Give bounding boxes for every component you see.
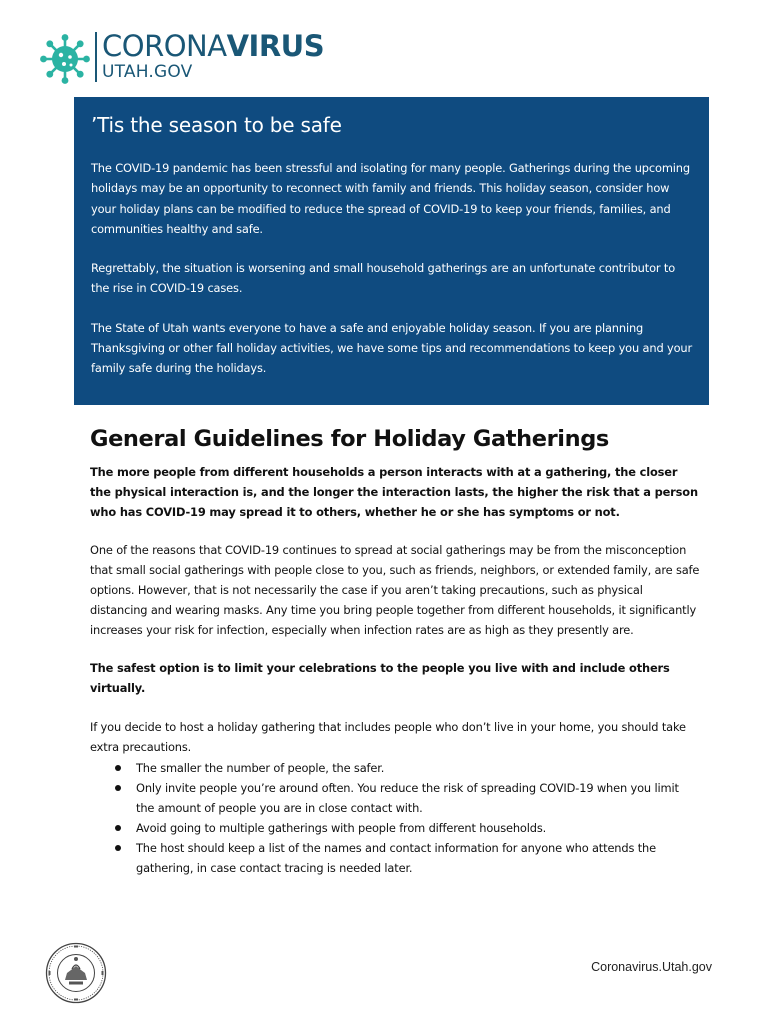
bullet-icon xyxy=(115,765,121,771)
list-item-text: Avoid going to multiple gatherings with people from different households. xyxy=(136,820,547,835)
list-item xyxy=(90,818,700,838)
host-intro: If you decide to host a holiday gathering that includes people who don’t live in your home, you should take extra precautions. xyxy=(90,719,686,754)
guidelines-title: General Guidelines for Holiday Gatherings xyxy=(90,426,609,452)
bullet-icon xyxy=(115,845,121,851)
footer-url: Coronavirus.Utah.gov xyxy=(591,960,712,974)
logo-word-corona: CORONA xyxy=(102,29,227,63)
bullet-icon xyxy=(115,785,121,791)
intro-paragraph-1: The COVID-19 pandemic has been stressful and isolating for many people. Gatherings during the upcoming holidays may be an opportunity to reconnect with family and friends. This holiday season, consider how your holiday plans can be modified to reduce the spread of COVID-19 to keep your friends, families, and communities healthy and safe. xyxy=(91,161,690,236)
logo-word-virus: VIRUS xyxy=(226,29,325,63)
list-item xyxy=(90,778,700,818)
guidelines-paragraph: One of the reasons that COVID-19 continues to spread at social gatherings may be from the misconception that small social gatherings with people close to you, such as friends, neighbors, or extended family, are safe options. However, that is not necessarily the case if you aren’t taking precautions, such as physical distancing and wearing masks. Any time you bring people together from different households, it significantly increases your risk for infection, especially when infection rates are as high as they presently are. xyxy=(90,543,700,637)
intro-title: ’Tis the season to be safe xyxy=(91,113,342,137)
virus-icon xyxy=(40,34,90,84)
bullet-icon xyxy=(115,825,121,831)
list-item xyxy=(90,758,700,778)
intro-box xyxy=(74,97,709,405)
list-item xyxy=(90,838,700,878)
logo-divider xyxy=(95,32,97,82)
precautions-list xyxy=(90,758,700,878)
logo-subline: UTAH.GOV xyxy=(102,62,193,82)
list-item-text: The smaller the number of people, the safer. xyxy=(136,760,385,775)
intro-paragraph-2: Regrettably, the situation is worsening and small household gatherings are an unfortunate contributor to the rise in COVID-19 cases. xyxy=(91,261,676,296)
intro-paragraph-3: The State of Utah wants everyone to have a safe and enjoyable holiday season. If you are planning Thanksgiving or other fall holiday activities, we have some tips and recommendations to keep you and your family safe during the holidays. xyxy=(91,320,693,376)
guidelines-lead: The more people from different households a person interacts with at a gathering, the closer the physical interaction is, and the longer the interaction lasts, the higher the risk that a person who has COVID-19 may spread it to others, whether he or she has symptoms or not. xyxy=(90,465,698,519)
list-item-text: Only invite people you’re around often. You reduce the risk of spreading COVID-19 when you limit the amount of people you are in close contact with. xyxy=(136,780,679,815)
state-seal-icon xyxy=(45,942,107,1004)
list-item-text: The host should keep a list of the names and contact information for anyone who attends the gathering, in case contact tracing is needed later. xyxy=(136,840,656,875)
safest-option: The safest option is to limit your celebrations to the people you live with and include others virtually. xyxy=(90,661,670,696)
guidelines-section xyxy=(90,422,700,878)
logo-wordmark xyxy=(102,30,324,82)
